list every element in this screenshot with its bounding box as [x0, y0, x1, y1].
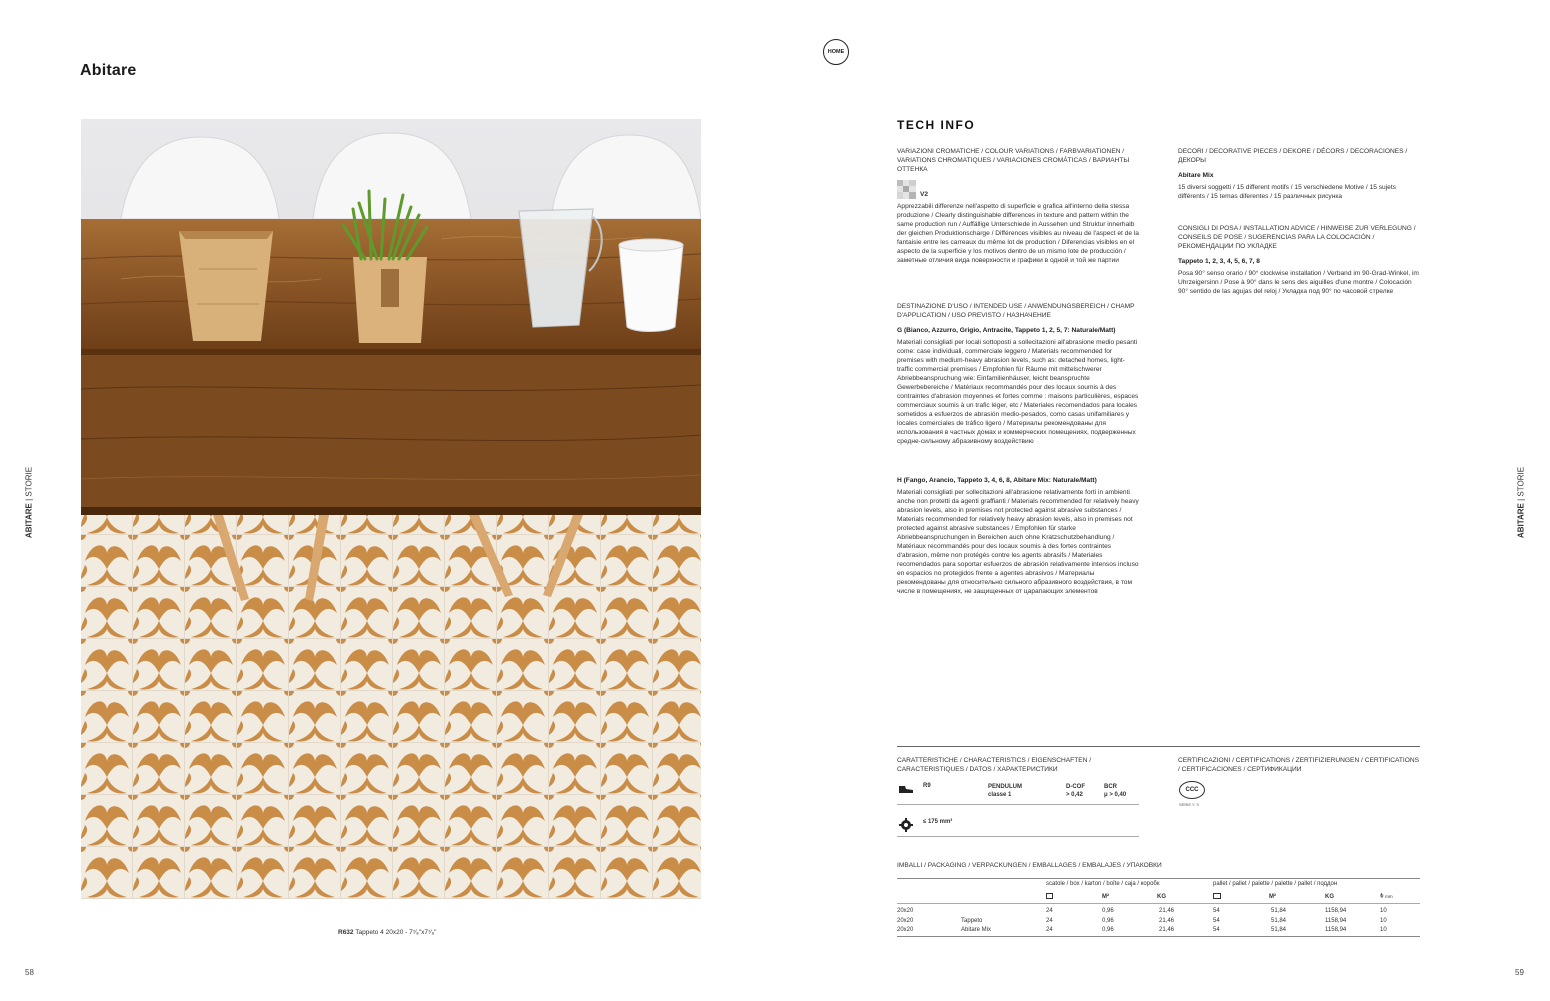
- decors-text: 15 diversi soggetti / 15 different motifs / 15 verschiedene Motive / 15 sujets différents / 15 temas diferentes / 15 различных рисунка: [1178, 184, 1396, 200]
- packaging-cell-boxes: 54: [1213, 908, 1220, 914]
- packaging-cell-m2: 0,96: [1102, 908, 1114, 914]
- packaging-cell-pcs: 24: [1046, 917, 1053, 924]
- page-number-right: 59: [1515, 968, 1524, 977]
- box-kg-header: KG: [1157, 894, 1166, 900]
- installation-heading: CONSIGLI DI POSA / INSTALLATION ADVICE / HINWEISE ZUR VERLEGUNG / CONSEILS DE POSE / SUGERENCIAS PARA LA COLOCACIÓN / РЕКОМЕНДАЦИИ ПО УКЛАДКЕ: [1178, 225, 1416, 250]
- divider-pack-top: [897, 878, 1420, 879]
- divider-pack-bottom: [897, 936, 1420, 937]
- divider-pack-header: [897, 903, 1420, 904]
- certifications-heading: CERTIFICAZIONI / CERTIFICATIONS / ZERTIFIZIERUNGEN / CERTIFICATIONS / CERTIFICACIONES / СЕРТИФИКАЦИИ: [1178, 757, 1420, 773]
- packaging-cell-pkg: 1158,94: [1325, 908, 1347, 914]
- tech-info-title: TECH INFO: [897, 118, 976, 132]
- home-button[interactable]: HOME: [823, 39, 849, 65]
- decors-heading: DECORI / DECORATIVE PIECES / DEKORE / DÉCORS / DECORACIONES / ДЕКОРЫ: [1178, 148, 1408, 164]
- side-label-right: ABITARE | STORIE: [1516, 466, 1526, 539]
- photo-caption: R632 Tappeto 4 20x20 - 7⁷⁄₈"x7⁷⁄₈": [338, 929, 437, 936]
- pallet-m2-header: M²: [1269, 894, 1276, 900]
- class-g-title: G (Bianco, Azzurro, Grigio, Antracite, Tappeto 1, 2, 5, 7: Naturale/Matt): [897, 327, 1116, 334]
- bcr-cell: [1104, 783, 1126, 799]
- packaging-cell-name: Abitare Mix: [961, 927, 992, 933]
- bcr-value: μ > 0,40: [1104, 792, 1127, 798]
- divider-top: [897, 746, 1420, 747]
- packaging-cell-kg: 21,46: [1159, 927, 1175, 933]
- side-label-left: ABITARE | STORIE: [24, 466, 34, 539]
- packaging-cell-mm: 10: [1380, 908, 1387, 914]
- box-m2-header: M²: [1102, 894, 1109, 900]
- packaging-cell-name: Tappeto: [961, 917, 983, 924]
- packaging-cell-m2: 0,96: [1102, 927, 1114, 933]
- variation-grade-icon: [897, 180, 916, 199]
- dcof-cell: [1066, 783, 1085, 799]
- packaging-heading: IMBALLI / PACKAGING / VERPACKUNGEN / EMBALLAGES / EMBALAJES / УПАКОВКИ: [897, 862, 1162, 869]
- packaging-cell-kg: 21,46: [1159, 908, 1175, 914]
- box-header: scatole / box / karton / boîte / caja / коробк: [1046, 881, 1160, 887]
- slip-resistance-value: R9: [923, 783, 931, 789]
- product-photo: [81, 119, 701, 899]
- pallet-boxes-icon: [1213, 893, 1221, 899]
- pallet-header: pallet / pallet / palette / palette / pallet / поддон: [1213, 881, 1338, 887]
- class-h-title: H (Fango, Arancio, Tappeto 3, 4, 6, 8, Abitare Mix: Naturale/Matt): [897, 477, 1097, 484]
- class-g-text: Materiali consigliati per locali sottoposti a sollecitazioni all'abrasione medio pesanti come: case individuali, commerciale leggero / Materials recommended for premises with medium-heavy abrasion levels, such as: detached homes, light-traffic commercial premises / Empfohlen für Räume mit mittelschwerer Abriebbeanspruchung wie: Einfamilienhäuser, leicht beanspruchte Gewerbebereiche / Matériaux recommandés pour des locaux soumis à des contraintes d'abrasion moyennes et fortes comme : maisons particulières, espaces commerciaux soumis à un trafic léger, etc / Materiales recomendados para locales sometidos a esfuerzos de abrasión medio-pesados, como casas unifamiliares y locales comerciales de tráfico ligero / Материалы рекомендованы для использования в частных домах и коммерческих помещениях, подверженных средне-сильному абразивному воздействию: [897, 339, 1139, 445]
- packaging-cell-pcs: 24: [1046, 927, 1053, 933]
- characteristics-heading: CARATTERISTICHE / CHARACTERISTICS / EIGENSCHAFTEN / CARACTERISTIQUES / DATOS / ХАРАКТЕРИСТИКИ: [897, 757, 1092, 773]
- decors-section: [1178, 147, 1420, 201]
- colour-variations-text: Apprezzabili differenze nell'aspetto di superficie e grafica all'interno della stessa produzione / Clearly distinguishable differences in texture and pattern within the same production run / Auffällige Unterschiede in Aussehen und Struktur innerhalb der gleichen Produktionscharge / Différences visibles au niveau de l'aspect et de la fantaisie entre les carreaux du même lot de production / Diferencias visibles en el aspecto de la superficie y los motivos dentro de un mismo lote de producción / заметные отличия вида поверхности и графики в одной и той же партии: [897, 203, 1139, 264]
- pallet-kg-header: KG: [1325, 894, 1334, 900]
- thickness-header: ⫩ mm: [1380, 894, 1393, 900]
- dcof-value: > 0,42: [1066, 792, 1083, 798]
- packaging-cell-size: 20x20: [897, 917, 914, 924]
- box-pieces-icon: [1046, 893, 1053, 899]
- installation-section: [1178, 224, 1420, 296]
- variation-grade: V2: [920, 191, 929, 198]
- decors-sub: Abitare Mix: [1178, 172, 1214, 179]
- intended-use-section: [897, 302, 1139, 446]
- installation-sub: Tappeto 1, 2, 3, 4, 5, 6, 7, 8: [1178, 258, 1260, 265]
- page-number-left: 58: [25, 968, 34, 977]
- dcof-label: D-COF: [1066, 784, 1085, 790]
- pendulum-label: PENDULUM: [988, 784, 1022, 790]
- packaging-cell-size: 20x20: [897, 927, 914, 933]
- packaging-cell-boxes: 54: [1213, 927, 1220, 933]
- packaging-cell-m2: 0,96: [1102, 917, 1114, 924]
- packaging-cell-kg: 21,46: [1159, 917, 1175, 924]
- certification-mark-caption: SERIE Y. 3: [1179, 802, 1199, 807]
- pendulum-cell: [988, 783, 1022, 799]
- packaging-cell-mm: 10: [1380, 927, 1387, 933]
- divider-char-2: [897, 836, 1139, 837]
- packaging-cell-mm: 10: [1380, 917, 1387, 924]
- class-h-text: Materiali consigliati per sollecitazioni all'abrasione relativamente forti in ambienti anche non protetti da agenti graffianti / Materials recommended for relatively heavy abrasion levels, also in premises not protected against abrasive substances / Materials recommended for relatively heavy abrasion levels, also in premises not protected against abrasive substances / Empfohlen für starke Abriebbeanspruchungen in Bereichen auch ohne Kratzschutzbehandlung / Matériaux recommandés pour des locaux soumis à des fortes contraintes d'abrasion, même non protégés contre les agents abrasifs / Materiales recomendados para soportar esfuerzos de abrasión relativamente intensos incluso en espacios no protegidos frente a agentes abrasivos / Материалы рекомендованы для относительно сильного абразивного воздействия, в том числе в помещениях, не защищенных от царапающих элементов: [897, 489, 1139, 595]
- abrasion-wheel-icon: [899, 818, 913, 832]
- bcr-label: BCR: [1104, 784, 1117, 790]
- packaging-cell-pm2: 51,84: [1271, 917, 1287, 924]
- page-title: Abitare: [80, 62, 137, 79]
- thickness-icon: ⫩: [1380, 894, 1384, 900]
- ccc-certification-mark: CCC: [1179, 781, 1205, 799]
- packaging-cell-boxes: 54: [1213, 917, 1220, 924]
- divider-char-1: [897, 804, 1139, 805]
- packaging-cell-pkg: 1158,94: [1325, 927, 1347, 933]
- packaging-cell-pm2: 51,84: [1271, 908, 1287, 914]
- shoe-icon: [898, 784, 914, 794]
- colour-variations-section: [897, 147, 1139, 265]
- colour-variations-heading: VARIAZIONI CROMATICHE / COLOUR VARIATIONS / FARBVARIATIONEN / VARIATIONS CHROMATIQUES / VARIACIONES CROMÁTICAS / ВАРИАНТЫ ОТТЕНКА: [897, 148, 1130, 173]
- packaging-cell-pm2: 51,84: [1271, 927, 1287, 933]
- class-h-section: [897, 476, 1139, 596]
- packaging-cell-pcs: 24: [1046, 908, 1053, 914]
- intended-use-heading: DESTINAZIONE D'USO / INTENDED USE / ANWENDUNGSBEREICH / CHAMP D'APPLICATION / USO PREVISTO / НАЗНАЧЕНИЕ: [897, 303, 1135, 319]
- pendulum-value: classe 1: [988, 792, 1012, 798]
- installation-text: Posa 90° senso orario / 90° clockwise installation / Verband im 90-Grad-Winkel, im Uhrzeigersinn / Pose à 90° dans le sens des aiguilles d'une montre / Colocación 90° sentido de las agujas del reloj / Укладка под 90° по часовой стрелке: [1178, 270, 1419, 295]
- deep-abrasion-value: ≤ 175 mm³: [923, 819, 953, 825]
- packaging-cell-size: 20x20: [897, 908, 914, 914]
- packaging-cell-pkg: 1158,94: [1325, 917, 1347, 924]
